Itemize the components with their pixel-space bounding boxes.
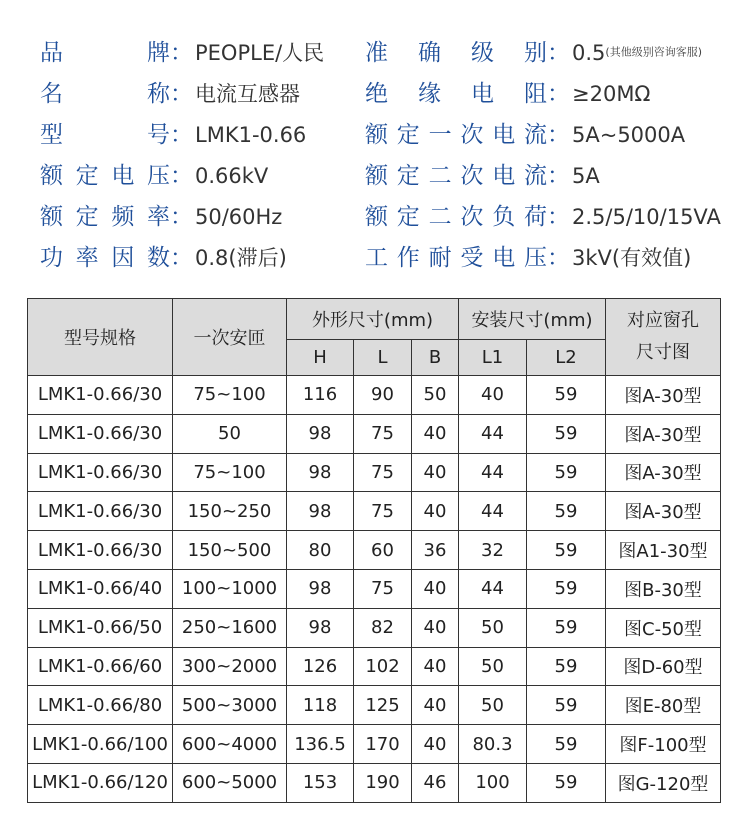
spec-row-left <box>40 114 306 154</box>
spec-row-left <box>40 155 268 195</box>
cell-l: 125 <box>354 686 412 725</box>
spec-table-wrap <box>27 298 721 803</box>
header-window-drawing <box>606 299 721 376</box>
cell-window: 图G-120型 <box>606 763 721 802</box>
spec-value: 0.66kV <box>195 163 269 188</box>
spec-table <box>27 298 721 803</box>
cell-b: 36 <box>412 531 459 570</box>
cell-h: 98 <box>287 453 354 492</box>
spec-label: 工 作 耐 受 电 压 <box>365 244 547 271</box>
cell-window: 图A-30型 <box>606 492 721 531</box>
cell-model: LMK1-0.66/30 <box>28 531 173 570</box>
cell-b: 40 <box>412 492 459 531</box>
cell-l2: 59 <box>527 647 606 686</box>
header-window-line1: 对应窗孔 <box>627 310 699 331</box>
cell-model: LMK1-0.66/30 <box>28 492 173 531</box>
spec-value: LMK1-0.66 <box>195 122 307 147</box>
cell-ampere-turns: 150~250 <box>173 492 287 531</box>
spec-separator: ： <box>170 39 193 66</box>
spec-row-right <box>365 32 702 72</box>
cell-window: 图E-80型 <box>606 686 721 725</box>
table-row <box>28 453 721 492</box>
spec-separator: ： <box>547 121 570 148</box>
cell-l1: 50 <box>459 608 527 647</box>
cell-b: 40 <box>412 569 459 608</box>
spec-separator: ： <box>547 244 570 271</box>
table-row <box>28 414 721 453</box>
spec-separator: ： <box>170 203 193 230</box>
cell-l2: 59 <box>527 763 606 802</box>
cell-window: 图C-50型 <box>606 608 721 647</box>
spec-separator: ： <box>170 162 193 189</box>
spec-value: 5A <box>572 163 600 188</box>
cell-model: LMK1-0.66/100 <box>28 725 173 764</box>
cell-ampere-turns: 600~4000 <box>173 725 287 764</box>
spec-value: 0.5 <box>572 40 606 65</box>
header-ampere-turns: 一次安匝 <box>173 299 287 376</box>
spec-label: 名 称 <box>40 80 170 107</box>
spec-label: 额 定 频 率 <box>40 203 170 230</box>
cell-ampere-turns: 300~2000 <box>173 647 287 686</box>
cell-h: 80 <box>287 531 354 570</box>
cell-model: LMK1-0.66/80 <box>28 686 173 725</box>
spec-table-body <box>28 376 721 803</box>
spec-row-right <box>365 155 600 195</box>
table-row <box>28 608 721 647</box>
header-h: H <box>287 340 354 376</box>
cell-l: 90 <box>354 376 412 415</box>
table-row <box>28 531 721 570</box>
spec-value: 电流互感器 <box>195 81 300 106</box>
cell-l2: 59 <box>527 376 606 415</box>
cell-l: 75 <box>354 453 412 492</box>
cell-l: 190 <box>354 763 412 802</box>
cell-h: 136.5 <box>287 725 354 764</box>
cell-l1: 32 <box>459 531 527 570</box>
cell-l2: 59 <box>527 686 606 725</box>
cell-b: 50 <box>412 376 459 415</box>
spec-label: 额 定 二 次 电 流 <box>365 162 547 189</box>
spec-value: 3kV(有效值) <box>572 245 692 270</box>
cell-ampere-turns: 100~1000 <box>173 569 287 608</box>
cell-model: LMK1-0.66/30 <box>28 376 173 415</box>
cell-window: 图A-30型 <box>606 376 721 415</box>
cell-h: 98 <box>287 492 354 531</box>
spec-label: 品 牌 <box>40 39 170 66</box>
cell-ampere-turns: 50 <box>173 414 287 453</box>
cell-l2: 59 <box>527 608 606 647</box>
spec-label: 额 定 电 压 <box>40 162 170 189</box>
cell-model: LMK1-0.66/30 <box>28 453 173 492</box>
spec-row-left <box>40 73 300 113</box>
spec-separator: ： <box>547 80 570 107</box>
spec-value: 0.8(滞后) <box>195 245 287 270</box>
cell-l2: 59 <box>527 414 606 453</box>
header-install-size: 安装尺寸(mm) <box>459 299 606 340</box>
spec-row-right <box>365 114 685 154</box>
cell-l1: 50 <box>459 647 527 686</box>
spec-label: 额 定 二 次 负 荷 <box>365 203 547 230</box>
cell-ampere-turns: 250~1600 <box>173 608 287 647</box>
spec-note: (其他级别咨询客服) <box>605 45 702 59</box>
cell-ampere-turns: 75~100 <box>173 376 287 415</box>
spec-value: 50/60Hz <box>195 204 283 229</box>
cell-b: 46 <box>412 763 459 802</box>
spec-label: 额 定 一 次 电 流 <box>365 121 547 148</box>
cell-l1: 44 <box>459 453 527 492</box>
cell-l1: 100 <box>459 763 527 802</box>
cell-ampere-turns: 150~500 <box>173 531 287 570</box>
cell-l: 60 <box>354 531 412 570</box>
cell-h: 126 <box>287 647 354 686</box>
cell-l2: 59 <box>527 569 606 608</box>
cell-l1: 50 <box>459 686 527 725</box>
cell-b: 40 <box>412 647 459 686</box>
cell-l: 75 <box>354 569 412 608</box>
table-row <box>28 569 721 608</box>
header-l1: L1 <box>459 340 527 376</box>
cell-l: 75 <box>354 492 412 531</box>
spec-value: 2.5/5/10/15VA <box>572 204 721 229</box>
header-b: B <box>412 340 459 376</box>
header-model: 型号规格 <box>28 299 173 376</box>
cell-l2: 59 <box>527 531 606 570</box>
cell-ampere-turns: 75~100 <box>173 453 287 492</box>
cell-model: LMK1-0.66/40 <box>28 569 173 608</box>
cell-l1: 44 <box>459 569 527 608</box>
spec-list <box>0 0 750 290</box>
table-row <box>28 725 721 764</box>
table-row <box>28 376 721 415</box>
cell-ampere-turns: 500~3000 <box>173 686 287 725</box>
cell-window: 图A1-30型 <box>606 531 721 570</box>
cell-b: 40 <box>412 725 459 764</box>
cell-h: 98 <box>287 569 354 608</box>
spec-separator: ： <box>547 162 570 189</box>
table-row <box>28 492 721 531</box>
cell-window: 图A-30型 <box>606 414 721 453</box>
spec-row-right <box>365 196 721 236</box>
cell-l: 75 <box>354 414 412 453</box>
spec-label: 功 率 因 数 <box>40 244 170 271</box>
cell-h: 98 <box>287 414 354 453</box>
cell-h: 98 <box>287 608 354 647</box>
spec-row-left <box>40 32 324 72</box>
cell-model: LMK1-0.66/50 <box>28 608 173 647</box>
spec-row-left <box>40 237 287 277</box>
cell-l2: 59 <box>527 725 606 764</box>
spec-separator: ： <box>170 80 193 107</box>
cell-l1: 44 <box>459 492 527 531</box>
spec-separator: ： <box>547 203 570 230</box>
cell-h: 118 <box>287 686 354 725</box>
table-row <box>28 686 721 725</box>
cell-window: 图D-60型 <box>606 647 721 686</box>
cell-l: 102 <box>354 647 412 686</box>
cell-h: 116 <box>287 376 354 415</box>
header-l2: L2 <box>527 340 606 376</box>
spec-label: 绝 缘 电 阻 <box>365 80 547 107</box>
cell-b: 40 <box>412 686 459 725</box>
cell-l: 170 <box>354 725 412 764</box>
spec-value: PEOPLE/人民 <box>195 40 325 65</box>
header-l: L <box>354 340 412 376</box>
cell-window: 图B-30型 <box>606 569 721 608</box>
cell-b: 40 <box>412 608 459 647</box>
cell-model: LMK1-0.66/30 <box>28 414 173 453</box>
spec-separator: ： <box>547 39 570 66</box>
cell-l2: 59 <box>527 453 606 492</box>
spec-label: 准 确 级 别 <box>365 39 547 66</box>
cell-window: 图F-100型 <box>606 725 721 764</box>
spec-row-right <box>365 237 691 277</box>
spec-row-right <box>365 73 650 113</box>
spec-separator: ： <box>170 244 193 271</box>
cell-b: 40 <box>412 414 459 453</box>
cell-l: 82 <box>354 608 412 647</box>
table-row <box>28 763 721 802</box>
spec-value: ≥20MΩ <box>572 81 651 106</box>
cell-window: 图A-30型 <box>606 453 721 492</box>
header-outer-size: 外形尺寸(mm) <box>287 299 459 340</box>
spec-value: 5A~5000A <box>572 122 686 147</box>
cell-l1: 44 <box>459 414 527 453</box>
cell-model: LMK1-0.66/120 <box>28 763 173 802</box>
cell-l1: 80.3 <box>459 725 527 764</box>
cell-l1: 40 <box>459 376 527 415</box>
spec-row-left <box>40 196 282 236</box>
spec-separator: ： <box>170 121 193 148</box>
cell-h: 153 <box>287 763 354 802</box>
cell-b: 40 <box>412 453 459 492</box>
table-row <box>28 647 721 686</box>
cell-ampere-turns: 600~5000 <box>173 763 287 802</box>
cell-model: LMK1-0.66/60 <box>28 647 173 686</box>
cell-l2: 59 <box>527 492 606 531</box>
spec-label: 型 号 <box>40 121 170 148</box>
header-window-line2: 尺寸图 <box>636 342 690 363</box>
